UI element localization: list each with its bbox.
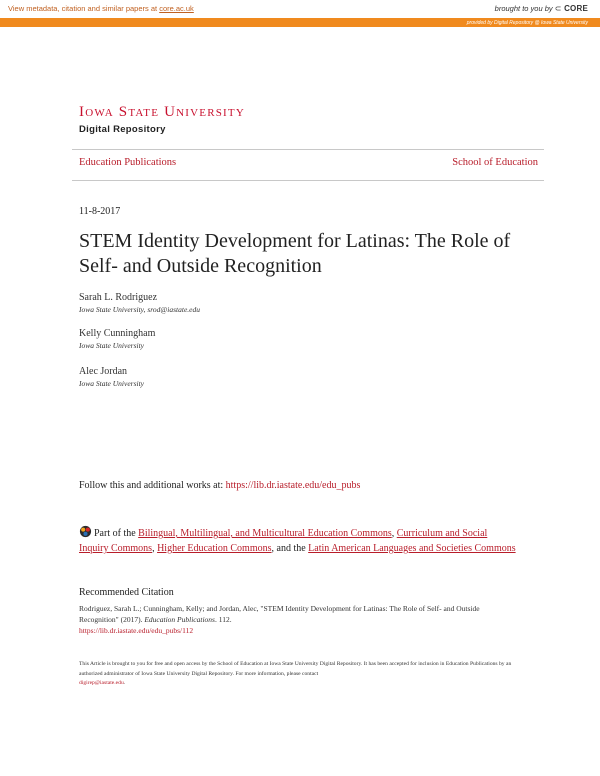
author-block [79,327,155,351]
commons-link-curriculum[interactable]: Curriculum and Social Inquiry Commons [79,528,488,554]
core-banner [0,0,600,19]
contact-email-link[interactable]: digirep@iastate.edu [79,680,124,686]
follow-link[interactable]: https://lib.dr.iastate.edu/edu_pubs [225,480,361,491]
citation-number: . 112. [214,615,232,624]
core-logo-text: CORE [564,4,588,13]
network-icon [79,525,92,538]
university-logo[interactable]: Iowa State University [79,104,245,120]
recommended-citation-heading: Recommended Citation [79,587,174,598]
header-divider-top [72,149,544,150]
follow-label: Follow this and additional works at: [79,480,226,491]
author-affiliation: Iowa State University [79,341,144,350]
provided-by-bar [0,18,600,27]
core-link[interactable]: core.ac.uk [159,4,194,13]
author-block [79,291,200,315]
core-brought-by [495,4,588,13]
core-metadata-text: View metadata, citation and similar papers at [8,4,160,13]
core-logo-icon: ⊂ [554,4,562,13]
recommended-citation [79,603,519,636]
provided-by-text: provided by Digital Repository @ Iowa State University [466,19,588,26]
part-of-prefix: Part of the [94,528,139,539]
core-metadata-notice [8,4,194,13]
part-of-commons [79,525,519,556]
citation-series: Education Publications [144,615,215,624]
commons-separator: , and the [271,543,309,554]
author-block [79,365,144,389]
core-logo[interactable] [555,4,588,13]
citation-link[interactable]: https://lib.dr.iastate.edu/edu_pubs/112 [79,626,194,635]
publication-date: 11-8-2017 [79,206,121,217]
commons-separator: , [152,543,158,554]
commons-link-higher-education[interactable]: Higher Education Commons [157,543,272,554]
disclaimer-text: This Article is brought to you for free and open access by the School of Education at Iowa State University Digital Repository. It has been accepted for inclusion in Education Publications by an authorized administrator of Iowa State University Digital Repository. For more information, please contact [79,661,512,677]
author-name: Sarah L. Rodriguez [79,292,158,303]
author-name: Kelly Cunningham [79,328,156,339]
commons-link-latin-american[interactable]: Latin American Languages and Societies Commons [308,543,516,554]
follow-works [79,480,360,491]
author-affiliation: Iowa State University [79,379,144,388]
repository-logo-subtitle: Digital Repository [79,124,166,135]
breadcrumb-school-of-education[interactable]: School of Education [452,157,538,168]
header-divider-bottom [72,180,544,181]
disclaimer-end: . [123,680,126,686]
access-disclaimer [79,660,521,689]
breadcrumb-education-publications[interactable]: Education Publications [79,157,177,168]
commons-separator: , [391,528,397,539]
author-name: Alec Jordan [79,366,128,377]
brought-by-text: brought to you by [494,4,553,13]
citation-text: Rodriguez, Sarah L.; Cunningham, Kelly; and Jordan, Alec, "STEM Identity Development for Latinas: The Role of Self- and Outside Recognition" (2017). [79,604,480,624]
commons-link-bilingual[interactable]: Bilingual, Multilingual, and Multicultural Education Commons [138,528,392,539]
author-affiliation: Iowa State University, srod@iastate.edu [79,305,200,314]
document-title: STEM Identity Development for Latinas: The Role of Self- and Outside Recognition [79,230,511,277]
